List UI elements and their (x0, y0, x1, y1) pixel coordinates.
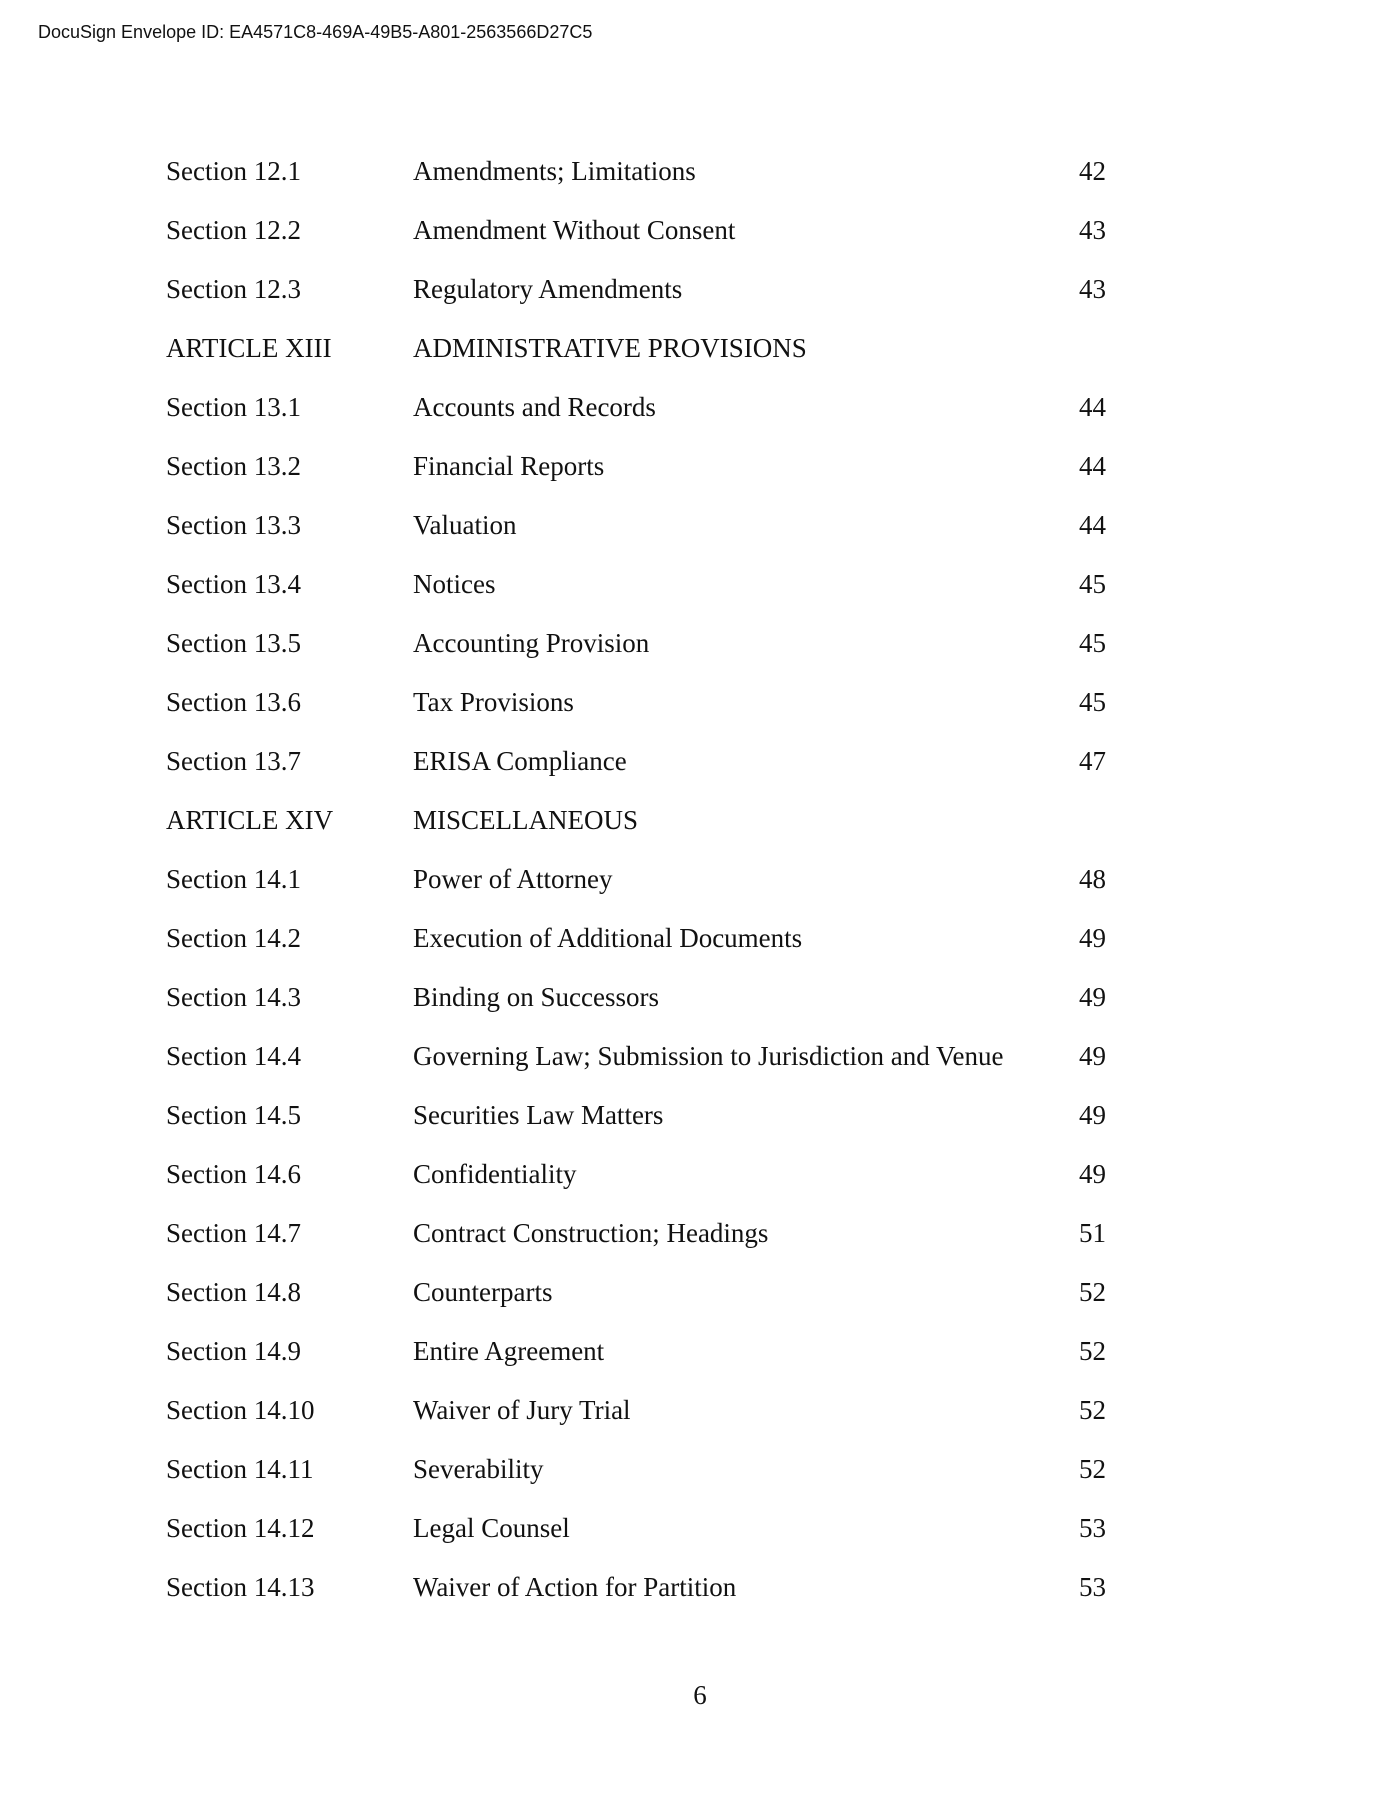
toc-section-number: Section 14.3 (166, 982, 301, 1012)
toc-section-number: Section 14.6 (166, 1159, 301, 1189)
toc-section-title: Amendment Without Consent (413, 215, 736, 245)
toc-section-title: Tax Provisions (413, 687, 574, 717)
toc-section-number: Section 12.2 (166, 215, 301, 245)
toc-page-number: 53 (1079, 1513, 1106, 1543)
toc-page-number: 42 (1079, 156, 1106, 186)
toc-page-number: 44 (1079, 451, 1106, 481)
toc-section-number: Section 12.3 (166, 274, 301, 304)
toc-row (166, 333, 1106, 392)
toc-section-number: Section 13.3 (166, 510, 301, 540)
toc-row (166, 805, 1106, 864)
toc-section-title: ERISA Compliance (413, 746, 627, 776)
toc-section-number: Section 14.7 (166, 1218, 301, 1248)
toc-page-number: 43 (1079, 274, 1106, 304)
toc-section-title: Governing Law; Submission to Jurisdiction and Venue (413, 1041, 1004, 1071)
toc-section-number: Section 14.12 (166, 1513, 315, 1543)
toc-section-title: Contract Construction; Headings (413, 1218, 769, 1248)
toc-page-number: 52 (1079, 1336, 1106, 1366)
toc-row (166, 1277, 1106, 1336)
toc-section-title: Waiver of Jury Trial (413, 1395, 631, 1425)
toc-row (166, 1513, 1106, 1572)
toc-section-number: Section 14.11 (166, 1454, 314, 1484)
toc-row (166, 1100, 1106, 1159)
toc-page-number: 49 (1079, 982, 1106, 1012)
toc-section-title: Valuation (413, 510, 517, 540)
toc-section-title: Regulatory Amendments (413, 274, 683, 304)
toc-page-number: 47 (1079, 746, 1106, 776)
toc-page-number: 45 (1079, 687, 1106, 717)
toc-page-number: 44 (1079, 392, 1106, 422)
toc-page-number: 48 (1079, 864, 1106, 894)
toc-page-number: 52 (1079, 1277, 1106, 1307)
toc-row (166, 392, 1106, 451)
toc-page-number: 49 (1079, 1100, 1106, 1130)
toc-row (166, 1218, 1106, 1277)
toc-row (166, 628, 1106, 687)
toc-section-title: Execution of Additional Documents (413, 923, 803, 953)
toc-section-number: Section 14.4 (166, 1041, 301, 1071)
toc-row (166, 1041, 1106, 1100)
toc-row (166, 864, 1106, 923)
toc-section-title: Financial Reports (413, 451, 605, 481)
toc-row (166, 569, 1106, 628)
toc-section-title: Notices (413, 569, 496, 599)
toc-row (166, 982, 1106, 1041)
toc-section-title: Legal Counsel (413, 1513, 570, 1543)
toc-section-title: Binding on Successors (413, 982, 659, 1012)
toc-page-number: 49 (1079, 923, 1106, 953)
toc-row (166, 1395, 1106, 1454)
toc-page-number: 43 (1079, 215, 1106, 245)
toc-section-title: Amendments; Limitations (413, 156, 696, 186)
toc-section-number: Section 14.10 (166, 1395, 315, 1425)
toc-page-number: 53 (1079, 1572, 1106, 1602)
toc-section-number: ARTICLE XIV (166, 805, 334, 835)
toc-section-number: Section 13.6 (166, 687, 301, 717)
toc-row (166, 215, 1106, 274)
toc-section-number: Section 13.7 (166, 746, 301, 776)
toc-page-number: 49 (1079, 1159, 1106, 1189)
envelope-id: DocuSign Envelope ID: EA4571C8-469A-49B5-A801-2563566D27C5 (38, 22, 593, 42)
toc-page-number: 45 (1079, 628, 1106, 658)
toc-section-number: Section 14.5 (166, 1100, 301, 1130)
toc-section-title: Waiver of Action for Partition (413, 1572, 737, 1602)
toc-section-number: Section 14.2 (166, 923, 301, 953)
toc-section-number: Section 13.4 (166, 569, 301, 599)
toc-page-number: 52 (1079, 1395, 1106, 1425)
toc-section-number: Section 14.1 (166, 864, 301, 894)
toc-row (166, 510, 1106, 569)
toc-section-number: Section 14.13 (166, 1572, 315, 1602)
toc-section-title: Severability (413, 1454, 544, 1484)
toc-section-number: Section 13.2 (166, 451, 301, 481)
toc-section-title: Securities Law Matters (413, 1100, 664, 1130)
toc-section-title: ADMINISTRATIVE PROVISIONS (413, 333, 807, 363)
toc-section-number: ARTICLE XIII (166, 333, 332, 363)
toc-page-number: 52 (1079, 1454, 1106, 1484)
toc-section-number: Section 12.1 (166, 156, 301, 186)
toc-section-title: Power of Attorney (413, 864, 613, 894)
table-of-contents (166, 156, 1106, 1631)
toc-row (166, 1454, 1106, 1513)
toc-page-number: 44 (1079, 510, 1106, 540)
toc-page-number: 49 (1079, 1041, 1106, 1071)
toc-section-number: Section 14.8 (166, 1277, 301, 1307)
toc-row (166, 687, 1106, 746)
toc-page-number: 51 (1079, 1218, 1106, 1248)
toc-row (166, 274, 1106, 333)
page-number: 6 (693, 1680, 707, 1710)
toc-section-title: MISCELLANEOUS (413, 805, 639, 835)
toc-section-number: Section 13.5 (166, 628, 301, 658)
toc-section-title: Accounting Provision (413, 628, 650, 658)
toc-row (166, 156, 1106, 215)
toc-row (166, 1159, 1106, 1218)
toc-section-title: Entire Agreement (413, 1336, 605, 1366)
toc-row (166, 1336, 1106, 1395)
toc-section-title: Counterparts (413, 1277, 553, 1307)
toc-section-title: Confidentiality (413, 1159, 577, 1189)
toc-section-title: Accounts and Records (413, 392, 656, 422)
toc-row (166, 923, 1106, 982)
toc-row (166, 1572, 1106, 1631)
toc-section-number: Section 13.1 (166, 392, 301, 422)
toc-page-number: 45 (1079, 569, 1106, 599)
toc-section-number: Section 14.9 (166, 1336, 301, 1366)
toc-row (166, 746, 1106, 805)
toc-row (166, 451, 1106, 510)
